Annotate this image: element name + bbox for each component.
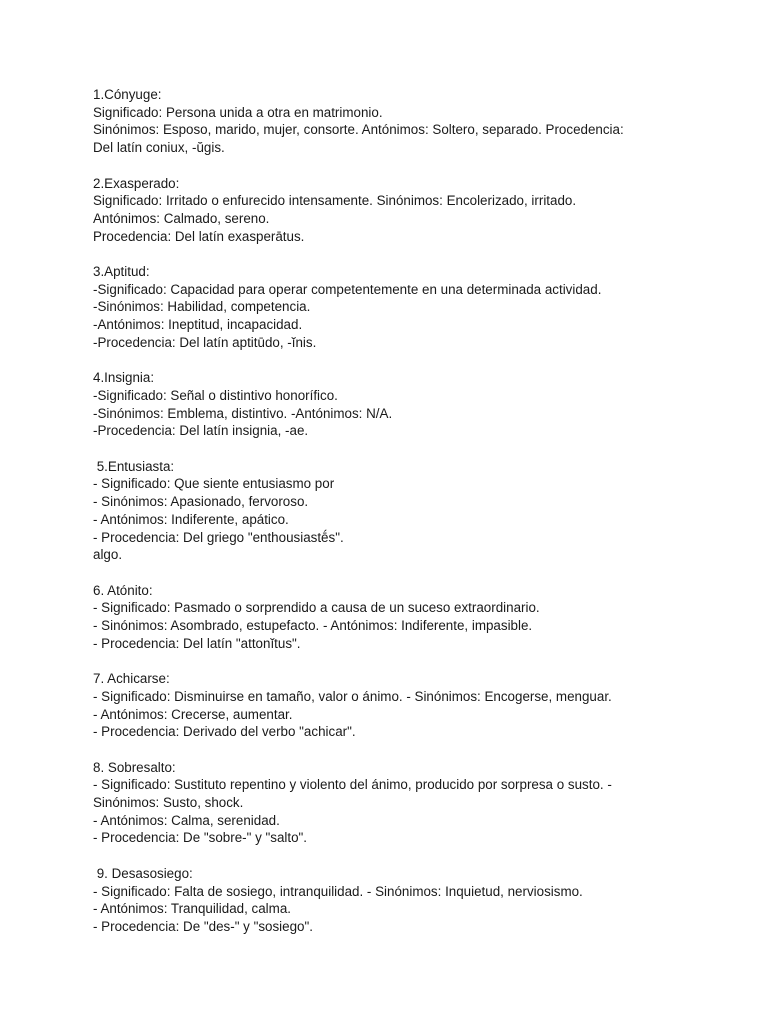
entry-title: 8. Sobresalto: [93,759,176,775]
paragraph-gap [93,564,753,582]
entry-aptitud [93,263,753,352]
paragraph-gap [93,245,753,263]
entry-line: Procedencia: Del latín exasperātus. [93,228,305,244]
entry-title: 2.Exasperado: [93,175,180,191]
entry-line: Significado: Persona unida a otra en matrimonio. [93,104,383,120]
paragraph-gap [93,157,753,175]
entry-line: - Antónimos: Tranquilidad, calma. [93,901,291,917]
entry-achicarse [93,670,753,741]
entry-atonito [93,582,753,653]
entry-line: -Sinónimos: Emblema, distintivo. -Antónimos: N/A. [93,405,393,421]
entry-line: Sinónimos: Susto, shock. [93,795,244,811]
entry-line: Del latín coniux, -ŭgis. [93,140,225,156]
entry-line: -Significado: Señal o distintivo honorífico. [93,387,338,403]
entry-line: - Procedencia: Del latín "attonĭtus". [93,635,301,651]
entry-line: Significado: Irritado o enfurecido intensamente. Sinónimos: Encolerizado, irritado. [93,193,577,209]
entry-line: -Procedencia: Del latín insignia, -ae. [93,423,309,439]
entry-line: - Significado: Pasmado o sorprendido a causa de un suceso extraordinario. [93,600,540,616]
entry-line: - Procedencia: Derivado del verbo "achicar". [93,724,356,740]
entry-line: -Antónimos: Ineptitud, incapacidad. [93,317,303,333]
entry-sobresalto [93,759,753,848]
entry-conyuge [93,86,753,157]
entry-title: 9. Desasosiego: [93,865,193,881]
entry-title: 7. Achicarse: [93,671,170,687]
document-body [93,86,753,936]
entry-insignia [93,369,753,440]
entry-line: Antónimos: Calmado, sereno. [93,210,270,226]
entry-line: - Procedencia: Del griego "enthousiastḗs". [93,529,344,545]
entry-line: algo. [93,547,123,563]
entry-line: - Significado: Sustituto repentino y violento del ánimo, producido por sorpresa o susto. - [93,777,612,793]
entry-title: 6. Atónito: [93,582,153,598]
entry-line: - Procedencia: De "sobre-" y "salto". [93,830,308,846]
entry-line: - Antónimos: Crecerse, aumentar. [93,706,293,722]
entry-title: 5.Entusiasta: [93,458,175,474]
entry-line: - Antónimos: Calma, serenidad. [93,812,280,828]
entry-line: Sinónimos: Esposo, marido, mujer, consorte. Antónimos: Soltero, separado. Procedencia: [93,122,624,138]
paragraph-gap [93,741,753,759]
entry-line: -Significado: Capacidad para operar competentemente en una determinada actividad. [93,281,602,297]
paragraph-gap [93,352,753,370]
entry-line: - Significado: Disminuirse en tamaño, valor o ánimo. - Sinónimos: Encogerse, menguar. [93,688,612,704]
entry-title: 3.Aptitud: [93,264,150,279]
paragraph-gap [93,440,753,458]
paragraph-gap [93,847,753,865]
entry-line: -Sinónimos: Habilidad, competencia. [93,299,311,315]
entry-line: - Sinónimos: Apasionado, fervoroso. [93,494,309,510]
entry-title: 4.Insignia: [93,370,155,386]
entry-line: -Procedencia: Del latín aptitūdo, -ĭnis. [93,334,317,350]
entry-line: - Significado: Falta de sosiego, intranquilidad. - Sinónimos: Inquietud, nerviosismo. [93,883,583,899]
entry-entusiasta [93,458,753,564]
entry-exasperado [93,175,753,246]
entry-title: 1.Cónyuge: [93,87,162,102]
entry-line: - Sinónimos: Asombrado, estupefacto. - Antónimos: Indiferente, impasible. [93,618,533,634]
paragraph-gap [93,652,753,670]
entry-line: - Significado: Que siente entusiasmo por [93,476,335,492]
entry-line: - Antónimos: Indiferente, apático. [93,511,289,527]
entry-line: - Procedencia: De "des-" y "sosiego". [93,918,313,934]
entry-desasosiego [93,865,753,936]
